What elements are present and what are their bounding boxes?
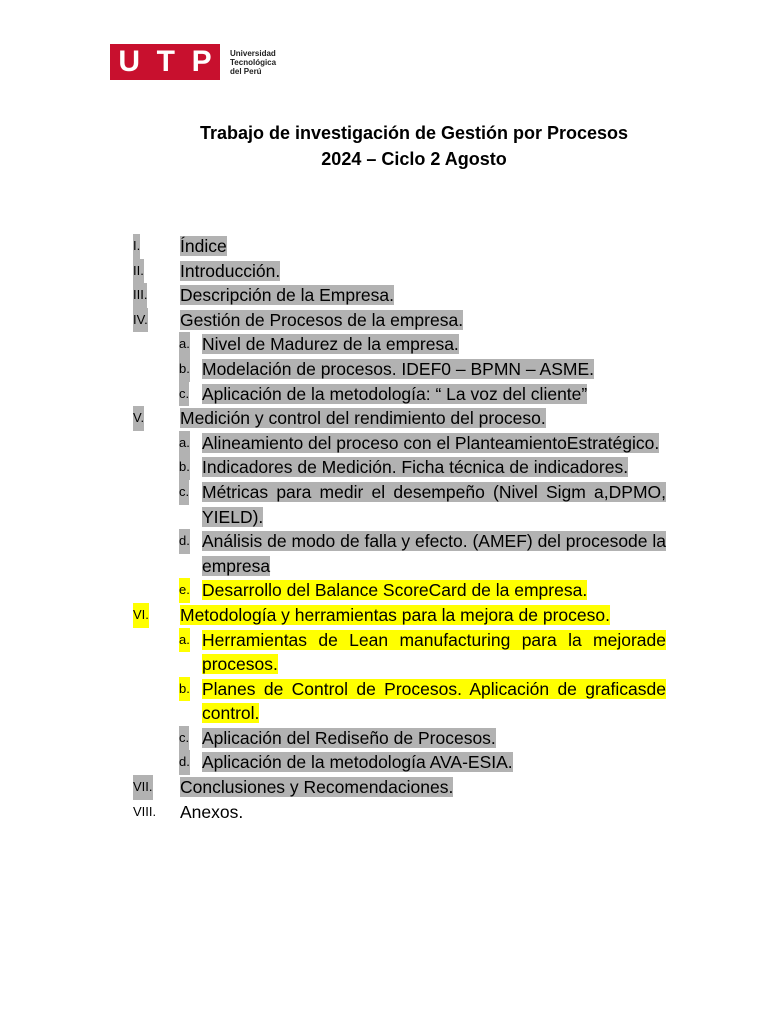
outline-item [133,775,673,800]
logo-line-3: del Perú [230,66,262,76]
outline-item-text: Metodología y herramientas para la mejora de proceso. [180,604,610,625]
outline-item-number: VII. [133,775,153,800]
outline-item-number: VIII. [133,803,157,819]
outline-item-text: Indicadores de Medición. Ficha técnica de indicadores. [202,457,629,478]
outline-item-text: Herramientas de Lean manufacturing para la mejorade procesos. [202,629,666,675]
outline-item-text: Planes de Control de Procesos. Aplicación de graficasde control. [202,678,666,724]
outline-item-number: e. [179,578,190,603]
outline-item-text: Aplicación del Rediseño de Procesos. [202,727,496,748]
outline-item-number: III. [133,283,147,308]
outline-item [133,750,673,775]
outline-item-text: Aplicación de la metodología: “ La voz del cliente” [202,383,588,404]
outline-item-number: d. [179,529,190,554]
outline-item-number: VI. [133,603,149,628]
outline-item-number: IV. [133,308,148,333]
utp-logo-mark [110,44,220,80]
outline-item [133,406,673,431]
outline-item [133,308,673,333]
outline-item-number: b. [179,357,190,382]
outline-item-number: c. [179,726,189,751]
logo-line-2: Tecnológica [230,57,277,67]
outline-item-number: I. [133,234,140,259]
outline-item [133,529,673,578]
outline-item-text: Modelación de procesos. IDEF0 – BPMN – ASME. [202,358,594,379]
logo-letter-t: T [156,45,175,78]
outline-item [133,726,673,751]
outline-item-text: Métricas para medir el desempeño (Nivel Sigm a,DPMO, YIELD). [202,481,666,527]
outline-item-text: Nivel de Madurez de la empresa. [202,334,459,355]
outline-item-text: Introducción. [180,260,281,281]
outline-item [133,800,673,825]
logo-letter-u: U [118,45,140,78]
outline-item [133,628,673,677]
outline-item-number: a. [179,628,190,653]
outline-item-number: II. [133,259,144,284]
outline-item [133,677,673,726]
outline-item-number: a. [179,431,190,456]
outline-item [133,283,673,308]
outline-item-number: a. [179,332,190,357]
outline-item-text: Índice [180,236,227,256]
outline-item-number: b. [179,455,190,480]
table-of-contents [133,234,673,824]
title-line-1: Trabajo de investigación de Gestión por Procesos [199,123,629,143]
outline-item-number: c. [179,382,189,407]
outline-item-text: Gestión de Procesos de la empresa. [180,309,464,330]
outline-item [133,234,673,259]
outline-item-number: b. [179,677,190,702]
logo-line-1: Universidad [230,48,276,58]
outline-item-text: Análisis de modo de falla y efecto. (AMEF) del procesode la empresa [202,531,666,576]
outline-item [133,332,673,357]
outline-item-text: Aplicación de la metodología AVA-ESIA. [202,752,513,773]
outline-item-text: Anexos. [180,801,244,822]
outline-item [133,480,673,529]
outline-item-number: c. [179,480,189,505]
outline-item-text: Desarrollo del Balance ScoreCard de la empresa. [202,580,588,601]
outline-item [133,455,673,480]
outline-item-text: Alineamiento del proceso con el PlanteamientoEstratégico. [202,432,660,453]
logo-wordmark [230,49,276,76]
outline-item [133,382,673,407]
outline-item [133,431,673,456]
outline-item-text: Conclusiones y Recomendaciones. [180,777,454,798]
outline-item-number: d. [179,750,190,775]
logo-letter-p: P [191,45,212,78]
document-title [100,120,728,172]
outline-item-text: Medición y control del rendimiento del proceso. [180,408,546,429]
outline-item-text: Descripción de la Empresa. [180,285,394,306]
outline-item [133,357,673,382]
outline-item [133,578,673,603]
outline-item-number: V. [133,406,144,431]
title-line-2: 2024 – Ciclo 2 Agosto [321,149,507,169]
utp-logo [110,44,276,80]
outline-item [133,603,673,628]
outline-item [133,259,673,284]
